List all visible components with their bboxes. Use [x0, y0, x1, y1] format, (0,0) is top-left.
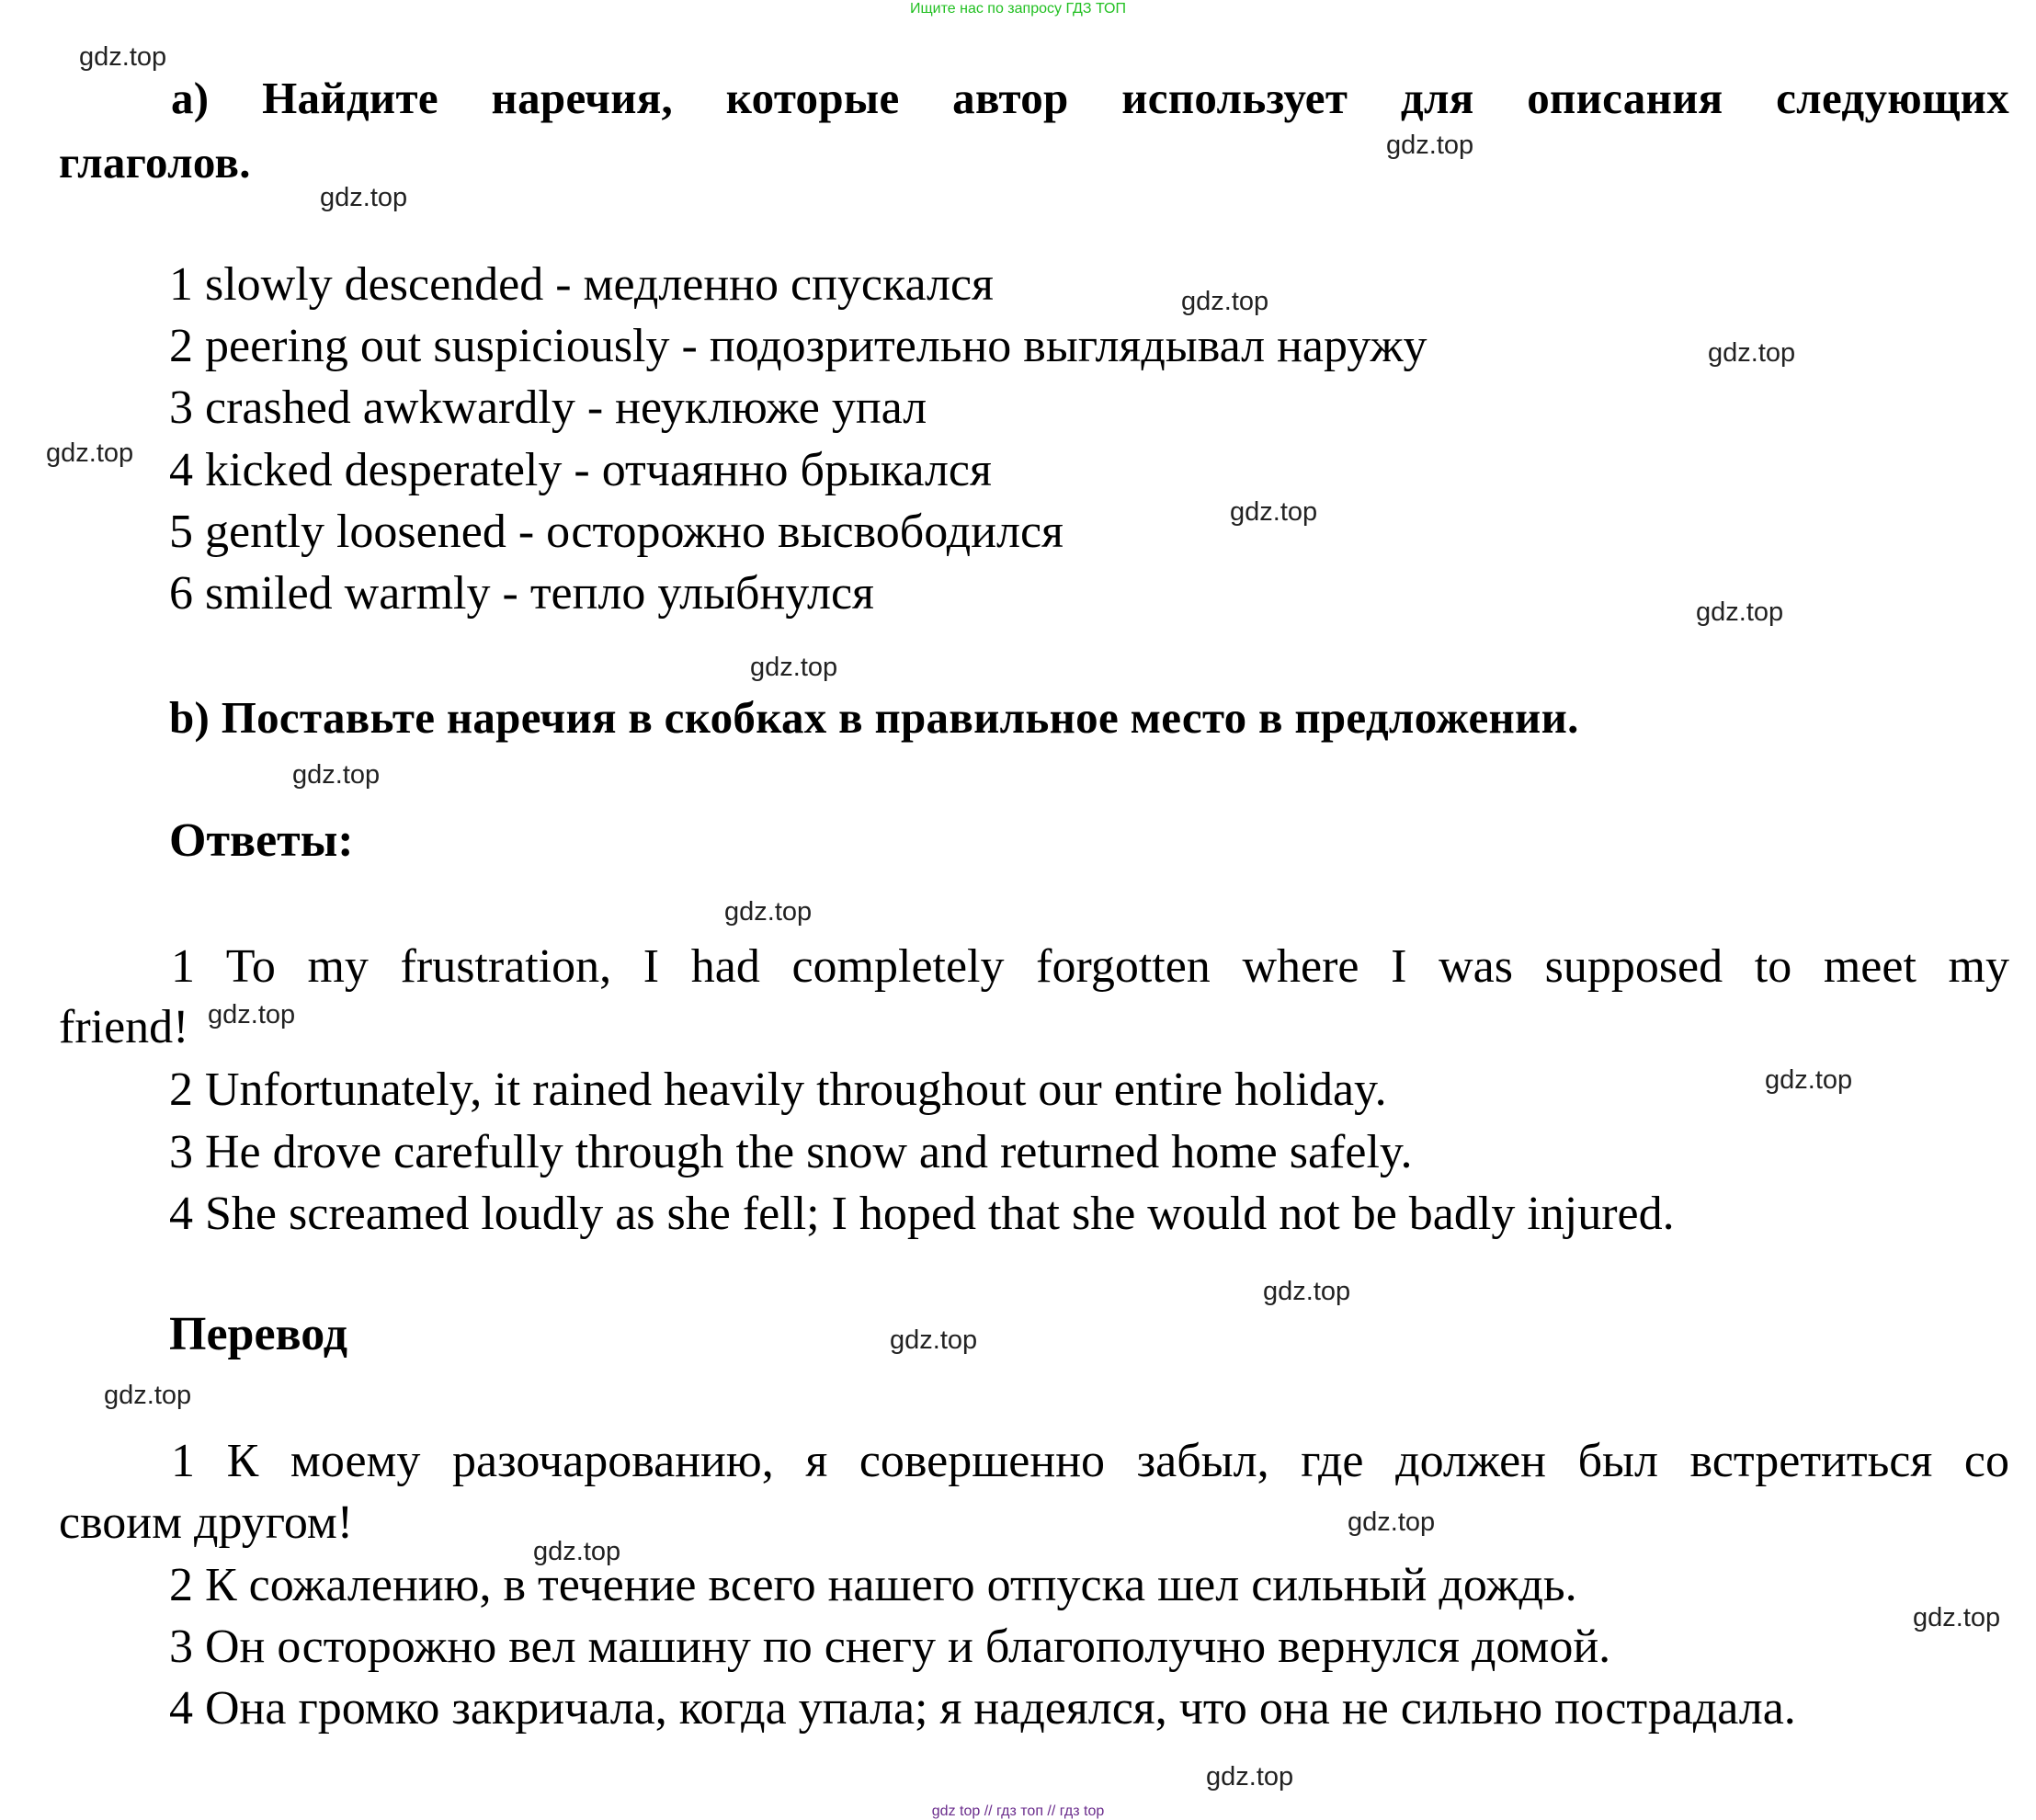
watermark: gdz.top: [533, 1537, 621, 1566]
watermark: gdz.top: [750, 653, 838, 682]
task-a-item-2: 2 peering out suspiciously - подозрительно выглядывал наружу: [169, 320, 1427, 372]
watermark: gdz.top: [208, 1000, 296, 1029]
watermark: gdz.top: [1263, 1277, 1351, 1306]
translation-1-line2: своим другом!: [59, 1496, 354, 1549]
watermark: gdz.top: [1708, 338, 1796, 368]
watermark: gdz.top: [1230, 497, 1318, 527]
watermark: gdz.top: [724, 897, 813, 927]
watermark: gdz.top: [1765, 1065, 1853, 1095]
watermark: gdz.top: [1386, 131, 1474, 160]
bottom-banner: gdz top // гдз топ // гдз top: [931, 1803, 1105, 1819]
task-a-heading-line2: глаголов.: [59, 137, 251, 188]
watermark: gdz.top: [292, 760, 381, 790]
watermark: gdz.top: [1913, 1603, 2001, 1632]
top-banner: Ищите нас по запросу ГДЗ ТОП: [910, 1, 1126, 17]
task-a-item-6: 6 smiled warmly - тепло улыбнулся: [169, 567, 874, 620]
watermark: gdz.top: [1181, 287, 1269, 316]
translation-title: Перевод: [169, 1308, 348, 1360]
task-a-item-3: 3 crashed awkwardly - неуклюже упал: [169, 381, 927, 434]
task-a-item-1: 1 slowly descended - медленно спускался: [169, 258, 994, 311]
task-a-heading-line1: а) Найдите наречия, которые автор использует для описания следующих: [171, 73, 2009, 123]
watermark: gdz.top: [320, 183, 408, 212]
watermark: gdz.top: [104, 1381, 192, 1410]
answers-title: Ответы:: [169, 814, 354, 867]
watermark: gdz.top: [1206, 1762, 1294, 1792]
watermark: gdz.top: [890, 1325, 978, 1355]
translation-4: 4 Она громко закричала, когда упала; я надеялся, что она не сильно пострадала.: [169, 1682, 1796, 1735]
watermark: gdz.top: [46, 438, 134, 468]
translation-2: 2 К сожалению, в течение всего нашего отпуска шел сильный дождь.: [169, 1559, 1577, 1611]
answer-1-line2: friend!: [59, 1001, 189, 1053]
watermark: gdz.top: [1696, 597, 1784, 627]
answer-2: 2 Unfortunately, it rained heavily throughout our entire holiday.: [169, 1064, 1387, 1116]
task-a-item-4: 4 kicked desperately - отчаянно брыкался: [169, 444, 992, 496]
translation-1-line1: 1 К моему разочарованию, я совершенно забыл, где должен был встретиться со: [171, 1435, 2009, 1487]
translation-3: 3 Он осторожно вел машину по снегу и благополучно вернулся домой.: [169, 1621, 1611, 1673]
answer-4: 4 She screamed loudly as she fell; I hoped that she would not be badly injured.: [169, 1188, 1675, 1240]
answer-3: 3 He drove carefully through the snow and returned home safely.: [169, 1126, 1413, 1178]
task-a-item-5: 5 gently loosened - осторожно высвободился: [169, 506, 1063, 558]
watermark: gdz.top: [79, 42, 167, 72]
task-b-heading: b) Поставьте наречия в скобках в правильное место в предложении.: [169, 692, 1579, 743]
answer-1-line1: 1 To my frustration, I had completely forgotten where I was supposed to meet my: [171, 940, 2009, 993]
watermark: gdz.top: [1348, 1507, 1436, 1537]
